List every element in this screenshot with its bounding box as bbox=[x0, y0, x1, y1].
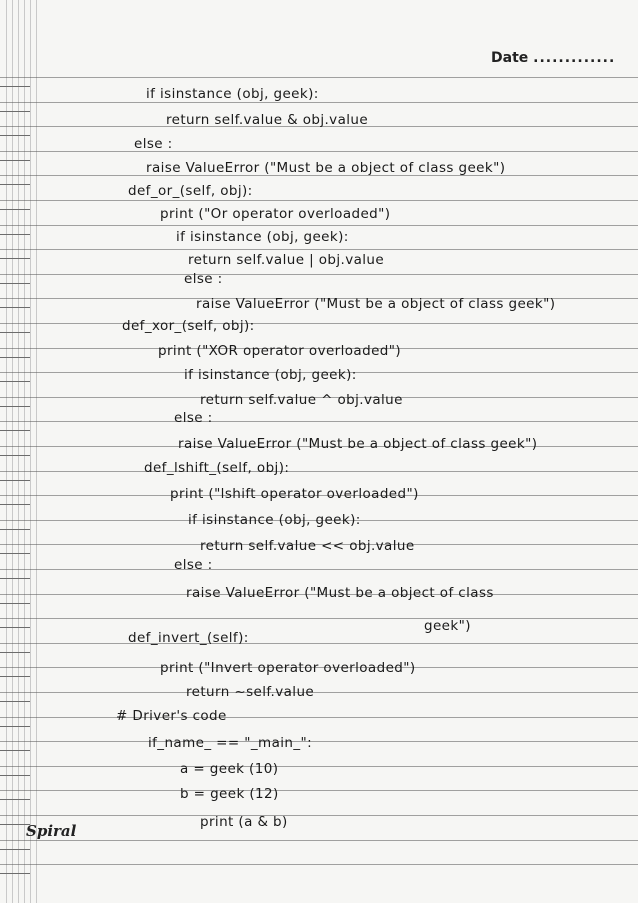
binding-tick bbox=[0, 529, 30, 530]
code-line: if isinstance (obj, geek): bbox=[176, 229, 349, 245]
ruled-line bbox=[0, 471, 638, 472]
ruled-line bbox=[0, 249, 638, 250]
binding-tick bbox=[0, 652, 30, 653]
code-line: if isinstance (obj, geek): bbox=[188, 512, 361, 528]
ruled-line bbox=[0, 643, 638, 644]
binding-tick bbox=[0, 603, 30, 604]
code-line: def_lshift_(self, obj): bbox=[144, 460, 290, 476]
binding-tick bbox=[0, 234, 30, 235]
code-line: return self.value | obj.value bbox=[188, 252, 385, 268]
binding-tick bbox=[0, 455, 30, 456]
code-line: else : bbox=[184, 271, 223, 287]
ruled-line bbox=[0, 200, 638, 201]
binding-tick bbox=[0, 578, 30, 579]
page-edge bbox=[36, 0, 37, 903]
code-line: print ("XOR operator overloaded") bbox=[158, 343, 402, 359]
binding-tick bbox=[0, 627, 30, 628]
code-line: print (a & b) bbox=[200, 814, 288, 830]
code-line: print ("Invert operator overloaded") bbox=[160, 660, 416, 676]
ruled-line bbox=[0, 225, 638, 226]
binding-tick bbox=[0, 873, 30, 874]
binding-tick bbox=[0, 307, 30, 308]
ruled-line bbox=[0, 717, 638, 718]
page-edge bbox=[30, 0, 31, 903]
code-line: def_or_(self, obj): bbox=[128, 183, 253, 199]
code-line: return ~self.value bbox=[186, 684, 315, 700]
code-line: else : bbox=[134, 136, 173, 152]
ruled-line bbox=[0, 815, 638, 816]
ruled-line bbox=[0, 741, 638, 742]
binding-tick bbox=[0, 111, 30, 112]
date-label: Date bbox=[491, 50, 529, 66]
date-placeholder: ............. bbox=[533, 50, 616, 66]
date-field bbox=[491, 50, 615, 66]
binding-tick bbox=[0, 258, 30, 259]
binding-tick bbox=[0, 430, 30, 431]
binding-tick bbox=[0, 750, 30, 751]
binding-tick bbox=[0, 160, 30, 161]
code-line: if isinstance (obj, geek): bbox=[146, 86, 319, 102]
binding-tick bbox=[0, 701, 30, 702]
ruled-line bbox=[0, 421, 638, 422]
code-line: return self.value ^ obj.value bbox=[200, 392, 403, 408]
code-line: return self.value & obj.value bbox=[166, 112, 369, 128]
code-line: print ("Or operator overloaded") bbox=[160, 206, 391, 222]
code-line: else : bbox=[174, 557, 213, 573]
binding-tick bbox=[0, 849, 30, 850]
binding-tick bbox=[0, 135, 30, 136]
binding-tick bbox=[0, 357, 30, 358]
brand-logo: Spiral bbox=[26, 822, 77, 840]
code-line: b = geek (12) bbox=[180, 786, 279, 802]
binding-tick bbox=[0, 209, 30, 210]
binding-tick bbox=[0, 283, 30, 284]
binding-tick bbox=[0, 86, 30, 87]
binding-tick bbox=[0, 553, 30, 554]
ruled-line bbox=[0, 569, 638, 570]
code-line: raise ValueError ("Must be a object of class bbox=[186, 585, 494, 601]
binding-tick bbox=[0, 480, 30, 481]
code-line: # Driver's code bbox=[116, 708, 227, 724]
ruled-line bbox=[0, 77, 638, 78]
code-line: if isinstance (obj, geek): bbox=[184, 367, 357, 383]
binding-tick bbox=[0, 799, 30, 800]
ruled-line bbox=[0, 864, 638, 865]
code-line: def_invert_(self): bbox=[128, 630, 249, 646]
ruled-line bbox=[0, 102, 638, 103]
ruled-line bbox=[0, 692, 638, 693]
binding-tick bbox=[0, 184, 30, 185]
binding-tick bbox=[0, 676, 30, 677]
binding-tick bbox=[0, 332, 30, 333]
code-line: if_name_ == "_main_": bbox=[148, 735, 313, 751]
ruled-line bbox=[0, 618, 638, 619]
binding-tick bbox=[0, 775, 30, 776]
code-line: raise ValueError ("Must be a object of class geek") bbox=[196, 296, 556, 312]
binding-tick bbox=[0, 406, 30, 407]
code-line: else : bbox=[174, 410, 213, 426]
binding-tick bbox=[0, 726, 30, 727]
ruled-line bbox=[0, 323, 638, 324]
code-line: geek") bbox=[424, 618, 471, 634]
ruled-line bbox=[0, 790, 638, 791]
code-line: raise ValueError ("Must be a object of class geek") bbox=[178, 436, 538, 452]
ruled-line bbox=[0, 274, 638, 275]
spiral-binding-edge bbox=[0, 0, 38, 903]
binding-tick bbox=[0, 504, 30, 505]
code-line: a = geek (10) bbox=[180, 761, 279, 777]
code-line: print ("lshift operator overloaded") bbox=[170, 486, 419, 502]
code-line: def_xor_(self, obj): bbox=[122, 318, 255, 334]
ruled-line bbox=[0, 151, 638, 152]
ruled-line bbox=[0, 766, 638, 767]
code-line: raise ValueError ("Must be a object of class geek") bbox=[146, 160, 506, 176]
code-line: return self.value << obj.value bbox=[200, 538, 415, 554]
binding-tick bbox=[0, 381, 30, 382]
ruled-line bbox=[0, 840, 638, 841]
